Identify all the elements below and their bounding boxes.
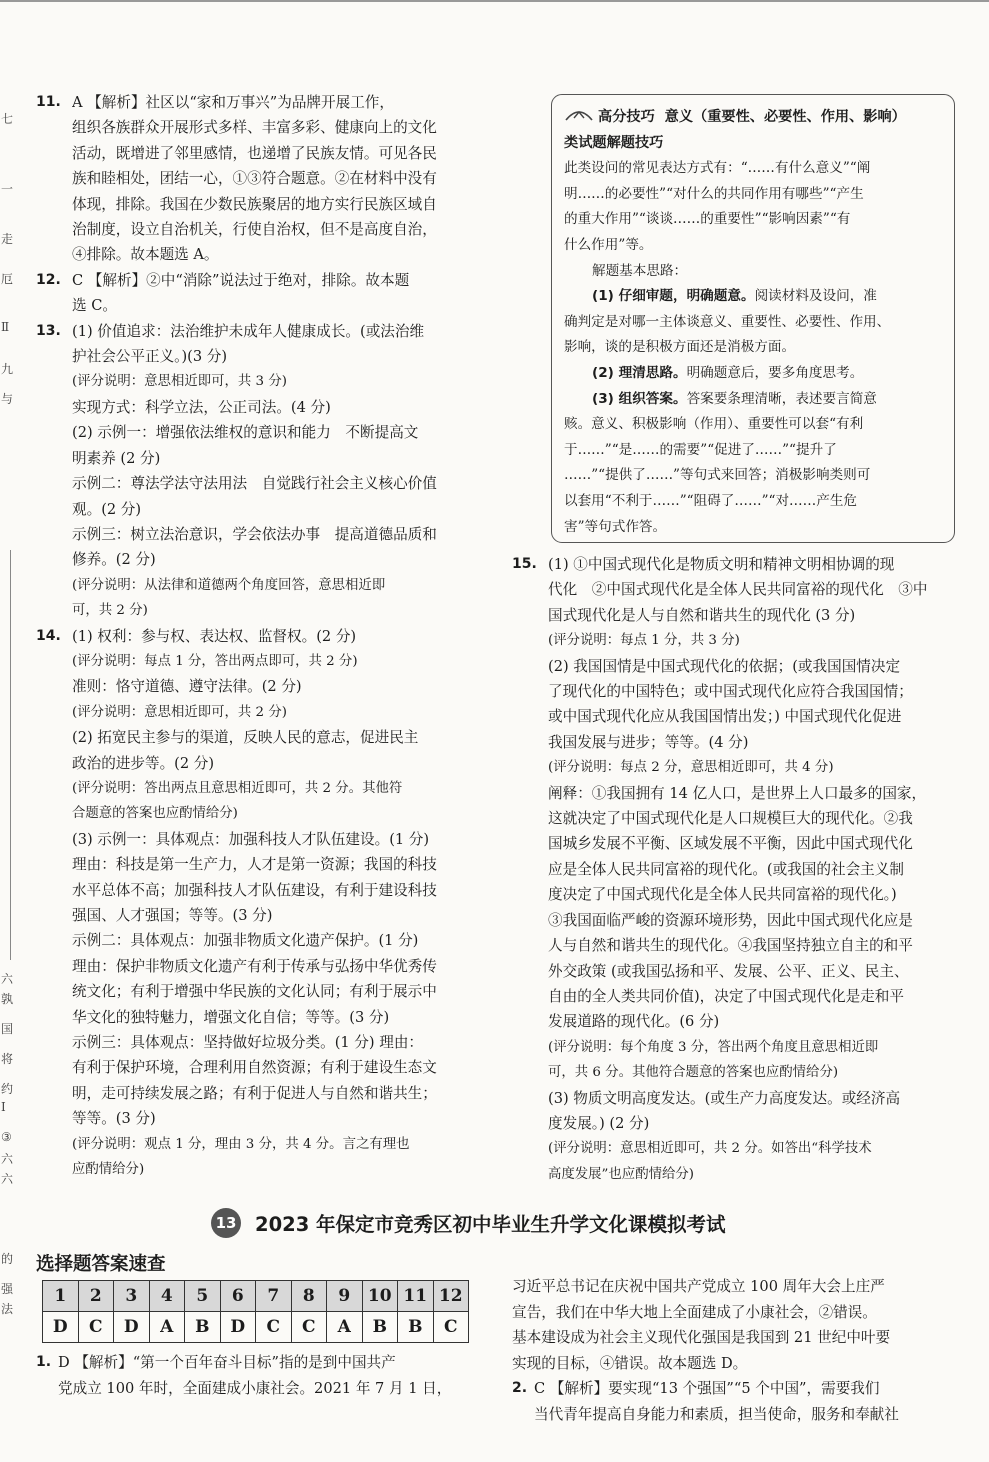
- text-line: 发展道路的现代化。(6 分): [548, 1013, 720, 1031]
- tip-title: [564, 105, 944, 131]
- text-line: 强国、人才强国；等等。(3 分): [72, 907, 273, 924]
- text-line: 基本建设成为社会主义现代化强国是我国到 21 世纪中叶要: [512, 1329, 891, 1347]
- text-line: 明，走可持续发展之路；有利于促进人与自然和谐共生；: [72, 1084, 437, 1102]
- margin-char: 与: [1, 392, 14, 406]
- tip-step-3-label: (3) 组织答案。: [592, 390, 687, 407]
- answer-letter-cell: A: [327, 1312, 363, 1343]
- text-line: 示例三：具体观点：坚持做好垃圾分类。(1 分) 理由：: [72, 1034, 424, 1052]
- text-line: 示例二：具体观点：加强非物质文化遗产保护。(1 分): [72, 932, 419, 950]
- text-line: 族和睦相处，团结一心，①③符合题意。②在材料中没有: [72, 170, 437, 188]
- right-column: [512, 552, 960, 1187]
- margin-char: 的: [1, 1252, 14, 1266]
- text-line: 害”等句式作答。: [564, 518, 667, 535]
- text-line: (2) 我国国情是中国式现代化的依据；(或我国国情决定: [548, 657, 901, 675]
- margin-char: 将: [1, 1052, 14, 1066]
- tip-step-3: [564, 387, 944, 541]
- binding-margin-text: [0, 90, 14, 1340]
- text-line: (3) 物质文明高度发达。(或生产力高度发达。或经济高: [548, 1089, 901, 1107]
- lower-left-column: [36, 1350, 482, 1401]
- tip-step-1-label: (1) 仔细审题，明确题意。: [592, 288, 755, 305]
- text-line: 示例二：尊法学法守法用法 自觉践行社会主义核心价值: [72, 475, 437, 493]
- text-line: 修养。(2 分): [72, 551, 156, 569]
- text-line: 度决定了中国式现代化是全体人民共同富裕的现代化。): [548, 886, 897, 904]
- scoring-note-line: 高度发展”也应酌情给分): [548, 1166, 694, 1182]
- question-15: [512, 552, 960, 1187]
- answer-letter-cell: C: [433, 1312, 469, 1343]
- exam-section-title: [211, 1206, 851, 1240]
- scoring-note-line: (评分说明：每点 1 分，共 3 分): [548, 633, 740, 649]
- margin-char: Ⅰ: [1, 1100, 6, 1114]
- text-line: 了现代化的中国特色；或中国式现代化应符合我国国情；: [548, 683, 913, 701]
- text-line: 国城乡发展不平衡、区域发展不平衡，因此中国式现代化: [548, 835, 913, 853]
- margin-char: Ⅱ: [1, 320, 10, 334]
- scoring-note-line: (评分说明：意思相近即可，共 2 分): [72, 704, 287, 720]
- scoring-note-line: 应酌情给分): [72, 1162, 145, 1178]
- answer-number-cell: 3: [114, 1281, 150, 1312]
- text-line: 示例三：树立法治意识，学会依法办事 提高道德品质和: [72, 525, 437, 543]
- margin-char: 厄: [1, 272, 14, 286]
- margin-char: 约: [1, 1082, 14, 1096]
- scoring-note-line: (评分说明：意思相近即可，共 2 分。如答出“科学技术: [548, 1141, 872, 1157]
- answer-number-row: [43, 1281, 469, 1312]
- margin-char: 走: [1, 232, 14, 246]
- answer-key-table: [42, 1280, 469, 1343]
- answer-letter-cell: B: [362, 1312, 398, 1343]
- answer-number-cell: 4: [149, 1281, 185, 1312]
- question-number: 2.: [512, 1380, 528, 1397]
- tip-step-1-text: 阅读材料及设问，准: [754, 288, 877, 305]
- tip-step-1: [564, 284, 944, 361]
- answer-number-cell: 6: [220, 1281, 256, 1312]
- text-line: 外交政策 (或我国弘扬和平、发展、公平、正义、民主、: [548, 962, 909, 980]
- text-line: 有利于保护环境，合理利用自然资源；有利于建设生态文: [72, 1059, 437, 1077]
- margin-char: 法: [1, 1302, 14, 1316]
- text-line: 当代青年提高自身能力和素质，担当使命，服务和奉献社: [534, 1405, 899, 1423]
- text-line: 护社会公平正义。)(3 分): [72, 348, 228, 366]
- scoring-note-line: (评分说明：意思相近即可，共 3 分): [72, 374, 287, 390]
- tip-intro: [564, 156, 944, 258]
- text-line: 明素养 (2 分): [72, 449, 161, 467]
- text-line: A 【解析】社区以“家和万事兴”为品牌开展工作，: [72, 94, 394, 111]
- tip-step-2-text: 明确题意后，要多角度思考。: [686, 364, 864, 381]
- margin-char: 强: [1, 1282, 14, 1296]
- scoring-note-line: 合题意的答案也应酌情给分): [72, 806, 238, 822]
- answer-number-cell: 11: [398, 1281, 434, 1312]
- tip-title-line2: 类试题解题技巧: [564, 134, 664, 151]
- answer-letter-row: [43, 1312, 469, 1343]
- margin-char: 九: [1, 362, 14, 376]
- lightbulb-icon: [564, 106, 594, 124]
- text-line: ……”“提供了……”等句式来回答；消极影响类则可: [564, 467, 871, 484]
- scoring-note-line: (评分说明：每点 1 分，答出两点即可，共 2 分): [72, 653, 358, 669]
- scoring-note-line: (评分说明：答出两点且意思相近即可，共 2 分。其他符: [72, 780, 403, 796]
- exam-number-badge: 13: [211, 1208, 241, 1238]
- text-line: 我国发展与进步；等等。(4 分): [548, 733, 749, 751]
- left-column: [36, 90, 482, 1182]
- text-line: 人与自然和谐共生的现代化。④我国坚持独立自主的和平: [548, 937, 913, 955]
- text-line: 等等。(3 分): [72, 1110, 156, 1128]
- margin-char: 七: [1, 112, 14, 126]
- scoring-note-line: (评分说明：观点 1 分，理由 3 分，共 4 分。言之有理也: [72, 1136, 410, 1152]
- question-number: 1.: [36, 1354, 52, 1370]
- scoring-note-line: (评分说明：每点 2 分，意思相近即可，共 4 分): [548, 760, 834, 776]
- question-1-continued: [512, 1274, 960, 1376]
- tip-step-3-text: 答案要条理清晰，表述要言简意: [686, 390, 877, 407]
- tip-step-2-label: (2) 理清思路。: [592, 364, 687, 381]
- text-line: 习近平总书记在庆祝中国共产党成立 100 周年大会上庄严: [512, 1278, 885, 1295]
- question-13: [36, 319, 482, 624]
- answer-number-cell: 8: [291, 1281, 327, 1312]
- high-score-tip-box: [551, 94, 955, 543]
- text-line: 组织各族群众开展形式多样、丰富多彩、健康向上的文化: [72, 119, 437, 137]
- answer-number-cell: 10: [362, 1281, 398, 1312]
- text-line: 理由：保护非物质文化遗产有利于传承与弘扬中华优秀传: [72, 957, 437, 975]
- text-line: 什么作用”等。: [564, 236, 653, 253]
- scoring-note-line: 可，共 6 分。其他符合题意的答案也应酌情给分): [548, 1065, 839, 1081]
- question-number: 11.: [36, 94, 61, 110]
- answer-letter-cell: C: [256, 1312, 292, 1343]
- text-line: 宣告，我们在中华大地上全面建成了小康社会，②错误。: [512, 1303, 877, 1321]
- text-line: 或中国式现代化应从我国国情出发；) 中国式现代化促进: [548, 708, 902, 726]
- question-12: [36, 268, 482, 319]
- answer-letter-cell: A: [149, 1312, 185, 1343]
- answer-letter-cell: C: [291, 1312, 327, 1343]
- text-line: 以套用“不利于……”“阻碍了……”“对……产生危: [564, 492, 858, 509]
- tip-title-bold: 高分技巧: [598, 109, 655, 125]
- text-line: 代化 ②中国式现代化是全体人民共同富裕的现代化 ③中: [548, 581, 928, 599]
- text-line: 党成立 100 年时，全面建成小康社会。2021 年 7 月 1 日，: [58, 1379, 452, 1397]
- text-line: (1) ①中国式现代化是物质文明和精神文明相协调的现: [548, 556, 895, 573]
- margin-char: ③: [1, 1130, 12, 1144]
- text-line: 准则：恪守道德、遵守法律。(2 分): [72, 678, 302, 696]
- text-line: 治制度，设立自治机关，行使自治权，但不是高度自治，: [72, 221, 437, 239]
- text-line: C 【解析】要实现“13 个强国”“5 个中国”，需要我们: [534, 1380, 880, 1398]
- question-number: 12.: [36, 271, 61, 288]
- text-line: 国式现代化是人与自然和谐共生的现代化 (3 分): [548, 606, 856, 624]
- tip-title-rest: 意义（重要性、必要性、作用、影响）: [664, 109, 906, 125]
- text-line: (1) 价值追求：法治维护未成年人健康成长。(或法治维: [72, 322, 425, 340]
- question-number: 14.: [36, 627, 61, 644]
- answer-letter-cell: B: [398, 1312, 434, 1343]
- answer-letter-cell: D: [43, 1312, 79, 1343]
- text-line: (2) 拓宽民主参与的渠道，反映人民的意志，促进民主: [72, 729, 419, 747]
- answer-number-cell: 9: [327, 1281, 363, 1312]
- answer-number-cell: 12: [433, 1281, 469, 1312]
- margin-char: 六: [1, 972, 14, 986]
- text-line: (3) 示例一：具体观点：加强科技人才队伍建设。(1 分): [72, 830, 430, 848]
- question-1: [36, 1350, 482, 1401]
- text-line: 政治的进步等。(2 分): [72, 754, 215, 772]
- text-line: 华文化的独特魅力，增强文化自信；等等。(3 分): [72, 1008, 390, 1026]
- answer-letter-cell: B: [185, 1312, 221, 1343]
- text-line: 统文化；有利于增强中华民族的文化认同；有利于展示中: [72, 983, 437, 1001]
- text-line: ④排除。故本题选 A。: [72, 246, 219, 264]
- question-number: 15.: [512, 556, 537, 572]
- question-14: [36, 624, 482, 1183]
- text-line: 观。(2 分): [72, 500, 142, 518]
- text-line: 影响，谈的是积极方面还是消极方面。: [564, 339, 796, 356]
- text-line: 理由：科技是第一生产力，人才是第一资源；我国的科技: [72, 856, 437, 874]
- text-line: 这就决定了中国式现代化是人口规模巨大的现代化。②我: [548, 810, 913, 828]
- text-line: 度发展。) (2 分): [548, 1114, 650, 1132]
- text-line: 水平总体不高；加强科技人才队伍建设，有利于建设科技: [72, 881, 437, 899]
- page-top-rule: [0, 0, 989, 2]
- text-line: 应是全体人民共同富裕的现代化。(或我国的社会主义制: [548, 860, 904, 878]
- text-line: 确判定是对哪一主体谈意义、重要性、必要性、作用、: [564, 313, 891, 330]
- margin-char: 孰: [1, 992, 14, 1006]
- answer-number-cell: 2: [78, 1281, 114, 1312]
- text-line: 实现方式：科学立法，公正司法。(4 分): [72, 398, 331, 416]
- text-line: 阐释：①我国拥有 14 亿人口，是世界上人口最多的国家，: [548, 784, 927, 802]
- margin-char: 国: [1, 1022, 14, 1036]
- margin-char: 一: [1, 182, 14, 196]
- answer-letter-cell: C: [78, 1312, 114, 1343]
- tip-step-2: [564, 361, 944, 387]
- text-line: 自由的全人类共同价值)，决定了中国式现代化是走和平: [548, 987, 904, 1005]
- text-line: C 【解析】②中“消除”说法过于绝对，排除。故本题: [72, 271, 410, 289]
- answer-number-cell: 7: [256, 1281, 292, 1312]
- question-number: 13.: [36, 322, 61, 339]
- text-line: 于……”“是……的需要”“促进了……”“提升了: [564, 441, 837, 458]
- answer-letter-cell: D: [220, 1312, 256, 1343]
- text-line: 选 C。: [72, 297, 117, 315]
- text-line: (1) 权利：参与权、表达权、监督权。(2 分): [72, 627, 357, 645]
- question-2: [512, 1376, 960, 1427]
- margin-char: 六: [1, 1152, 14, 1166]
- answer-number-cell: 1: [43, 1281, 79, 1312]
- exam-title-text: 2023 年保定市竞秀区初中毕业生升学文化课模拟考试: [255, 1213, 726, 1236]
- question-11: [36, 90, 482, 268]
- lower-right-column: [512, 1274, 960, 1428]
- tip-approach: 解题基本思路：: [592, 262, 688, 279]
- text-line: D 【解析】“第一个百年奋斗目标”指的是到中国共产: [58, 1354, 396, 1371]
- text-line: 此类设问的常见表达方式有：“……有什么意义”“阐: [564, 160, 871, 177]
- answer-letter-cell: D: [114, 1312, 150, 1343]
- text-line: ③我国面临严峻的资源环境形势，因此中国式现代化应是: [548, 911, 913, 929]
- text-line: 的重大作用”“谈谈……的重要性”“影响因素”“有: [564, 211, 851, 228]
- answer-number-cell: 5: [185, 1281, 221, 1312]
- text-line: 活动，既增进了邻里感情，也递增了民族友情。可见各民: [72, 144, 437, 162]
- margin-char: 六: [1, 1172, 14, 1186]
- text-line: 体现，排除。我国在少数民族聚居的地方实行民族区域自: [72, 195, 437, 213]
- scoring-note-line: (评分说明：从法律和道德两个角度回答，意思相近即: [72, 577, 386, 593]
- scoring-note-line: (评分说明：每个角度 3 分，答出两个角度且意思相近即: [548, 1039, 879, 1055]
- text-line: (2) 示例一：增强依法维权的意识和能力 不断提高文: [72, 424, 419, 442]
- text-line: 实现的目标，④错误。故本题选 D。: [512, 1354, 748, 1372]
- scoring-note-line: 可，共 2 分): [72, 603, 148, 619]
- answer-key-heading: 选择题答案速查: [36, 1254, 166, 1275]
- text-line: 明……的必要性”“对什么的共同作用有哪些”“产生: [564, 185, 864, 202]
- text-line: 赅。意义、积极影响（作用）、重要性可以套“有利: [564, 416, 864, 433]
